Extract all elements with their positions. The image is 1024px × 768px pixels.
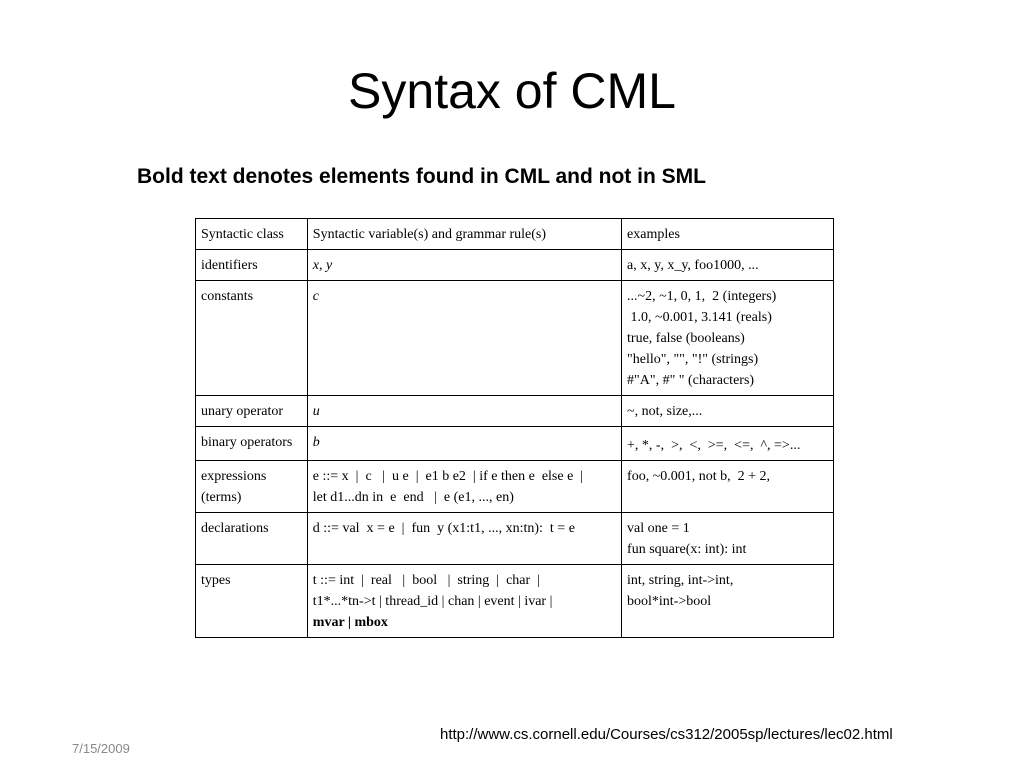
- rule-line: t ::= int | real | bool | string | char |: [312, 573, 540, 588]
- rule-line: d ::= val x = e | fun y (x1:t1, ..., xn:tn): t = e: [312, 521, 575, 536]
- cell-class: [196, 565, 308, 638]
- example-line: int, string, int->int,: [627, 573, 734, 588]
- cell-example: [622, 427, 834, 461]
- example-line: ...~2, ~1, 0, 1, 2 (integers): [627, 289, 777, 304]
- slide-subtitle: Bold text denotes elements found in CML and not in SML: [137, 165, 706, 188]
- header-syntactic-class: Syntactic class: [196, 219, 308, 250]
- rule-line: c: [312, 289, 319, 304]
- rule-line: t1*...*tn->t | thread_id | chan | event | ivar |: [312, 594, 553, 609]
- cell-rule: [307, 250, 621, 281]
- slide-title: Syntax of CML: [348, 63, 676, 119]
- cell-example: [622, 281, 834, 396]
- class-line: constants: [201, 289, 254, 304]
- cell-class: [196, 461, 308, 513]
- cell-class: [196, 513, 308, 565]
- cell-rule: [307, 427, 621, 461]
- rule-line: let d1...dn in e end | e (e1, ..., en): [312, 490, 514, 505]
- class-line: declarations: [201, 521, 269, 536]
- rule-line: mvar | mbox: [312, 615, 388, 630]
- table-row: [196, 281, 834, 396]
- example-line: ~, not, size,...: [627, 404, 703, 419]
- example-line: a, x, y, x_y, foo1000, ...: [627, 258, 759, 273]
- cell-class: [196, 250, 308, 281]
- cell-rule: [307, 513, 621, 565]
- cell-rule: [307, 461, 621, 513]
- rule-line: b: [312, 435, 320, 450]
- slide-date: 7/15/2009: [72, 741, 130, 756]
- example-line: +, *, -, >, <, >=, <=, ^, =>...: [627, 438, 801, 453]
- cell-rule: [307, 565, 621, 638]
- cell-rule: [307, 396, 621, 427]
- cell-example: [622, 250, 834, 281]
- cell-example: [622, 461, 834, 513]
- example-line: foo, ~0.001, not b, 2 + 2,: [627, 469, 771, 484]
- class-line: types: [201, 573, 231, 588]
- rule-line: x, y: [312, 258, 333, 273]
- example-line: fun square(x: int): int: [627, 542, 747, 557]
- header-examples: examples: [622, 219, 834, 250]
- cell-example: [622, 396, 834, 427]
- header-grammar-rules: Syntactic variable(s) and grammar rule(s): [307, 219, 621, 250]
- example-line: true, false (booleans): [627, 331, 745, 346]
- class-line: identifiers: [201, 258, 258, 273]
- cell-example: [622, 513, 834, 565]
- class-line: binary operators: [201, 435, 293, 450]
- table-row: [196, 513, 834, 565]
- class-line: (terms): [201, 490, 242, 505]
- example-line: "hello", "", "!" (strings): [627, 352, 759, 367]
- example-line: 1.0, ~0.001, 3.141 (reals): [627, 310, 772, 325]
- table-row: [196, 396, 834, 427]
- cell-class: [196, 427, 308, 461]
- rule-line: e ::= x | c | u e | e1 b e2 | if e then e else e |: [312, 469, 584, 484]
- class-line: expressions: [201, 469, 267, 484]
- cell-class: [196, 281, 308, 396]
- table-header-row: [196, 219, 834, 250]
- source-url[interactable]: http://www.cs.cornell.edu/Courses/cs312/2005sp/lectures/lec02.html: [440, 726, 893, 743]
- cell-class: [196, 396, 308, 427]
- class-line: unary operator: [201, 404, 284, 419]
- cell-example: [622, 565, 834, 638]
- table-row: [196, 250, 834, 281]
- table-row: [196, 461, 834, 513]
- rule-line: u: [312, 404, 320, 419]
- example-line: #"A", #" " (characters): [627, 373, 755, 388]
- syntax-table: [195, 218, 834, 638]
- example-line: val one = 1: [627, 521, 690, 536]
- example-line: bool*int->bool: [627, 594, 712, 609]
- table-row: [196, 565, 834, 638]
- cell-rule: [307, 281, 621, 396]
- table-row: [196, 427, 834, 461]
